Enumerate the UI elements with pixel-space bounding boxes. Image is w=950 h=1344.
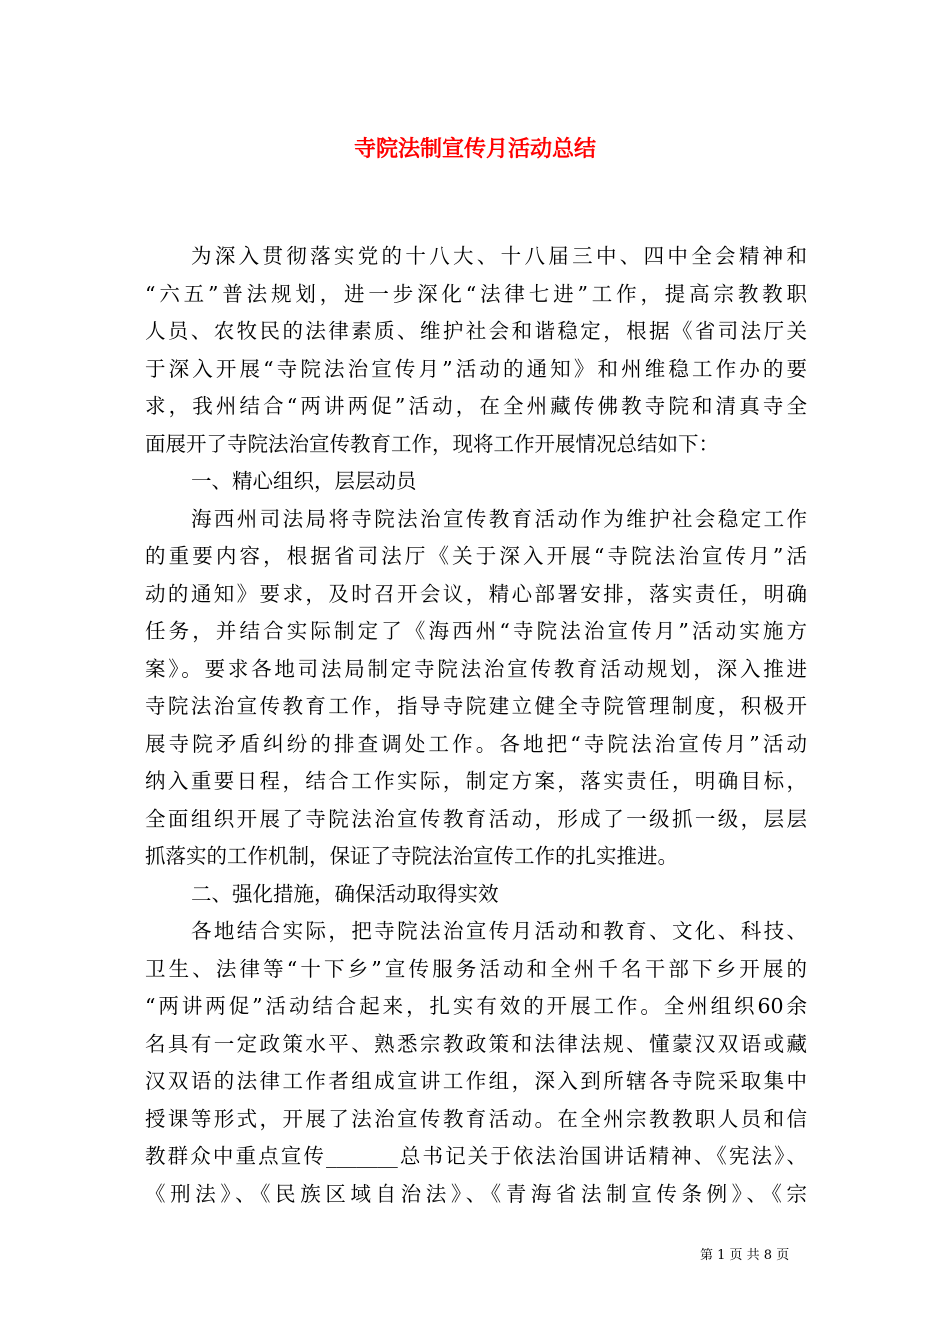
paragraph-line: 面展开了寺院法治宣传教育工作，现将工作开展情况总结如下： <box>145 431 719 456</box>
paragraph-line: 为深入贯彻落实党的十八大、十八届三中、四中全会精神和 <box>191 244 807 268</box>
paragraph-line: “六五”普法规划，进一步深化“法律七进”工作，提高宗教教职 <box>145 281 807 306</box>
paragraph-line: 求，我州结合“两讲两促”活动，在全州藏传佛教寺院和清真寺全 <box>145 394 807 418</box>
page-title: 寺院法制宣传月活动总结 <box>353 136 596 162</box>
paragraph-line: 寺院法治宣传教育工作，指导寺院建立健全寺院管理制度，积极开 <box>145 694 807 718</box>
paragraph-line: 教群众中重点宣传_______总书记关于依法治国讲话精神、《宪法》、 <box>145 1144 807 1168</box>
paragraph-line: 抓落实的工作机制，保证了寺院法治宣传工作的扎实推进。 <box>145 844 678 868</box>
paragraph-line: 人员、农牧民的法律素质、维护社会和谐稳定，根据《省司法厅关 <box>145 319 807 343</box>
paragraph-line: 卫生、法律等“十下乡”宣传服务活动和全州千名干部下乡开展的 <box>145 956 807 981</box>
paragraph-line: 全面组织开展了寺院法治宣传教育活动，形成了一级抓一级，层层 <box>145 806 807 831</box>
paragraph-line: 于深入开展“寺院法治宣传月”活动的通知》和州维稳工作办的要 <box>145 356 807 381</box>
paragraph-line: 海西州司法局将寺院法治宣传教育活动作为维护社会稳定工作 <box>191 506 807 531</box>
paragraph-line: 展寺院矛盾纠纷的排查调处工作。各地把“寺院法治宣传月”活动 <box>145 731 807 756</box>
paragraph-line: 各地结合实际，把寺院法治宣传月活动和教育、文化、科技、 <box>191 919 807 943</box>
paragraph-line: 任务，并结合实际制定了《海西州“寺院法治宣传月”活动实施方 <box>145 619 807 643</box>
paragraph-line: 纳入重要日程，结合工作实际，制定方案，落实责任，明确目标， <box>145 769 807 793</box>
paragraph-line: “两讲两促”活动结合起来，扎实有效的开展工作。全州组织60余 <box>145 994 807 1018</box>
document-body <box>145 238 807 1213</box>
paragraph-line: 案》。要求各地司法局制定寺院法治宣传教育活动规划，深入推进 <box>145 656 807 681</box>
paragraph-line: 动的通知》要求，及时召开会议，精心部署安排，落实责任，明确 <box>145 581 807 606</box>
paragraph-line: 授课等形式，开展了法治宣传教育活动。在全州宗教教职人员和信 <box>145 1106 807 1131</box>
page-number: 第 1 页 共 8 页 <box>700 1248 790 1263</box>
paragraph-line: 名具有一定政策水平、熟悉宗教政策和法律法规、懂蒙汉双语或藏 <box>145 1031 807 1056</box>
paragraph-line: 的重要内容，根据省司法厅《关于深入开展“寺院法治宣传月”活 <box>145 544 807 568</box>
section-heading: 二、强化措施，确保活动取得实效 <box>191 881 499 906</box>
paragraph-line: 《刑法》、《民族区域自治法》、《青海省法制宣传条例》、《宗 <box>145 1181 807 1206</box>
paragraph-line: 汉双语的法律工作者组成宣讲工作组，深入到所辖各寺院采取集中 <box>145 1069 807 1093</box>
section-heading: 一、精心组织，层层动员 <box>191 469 417 493</box>
